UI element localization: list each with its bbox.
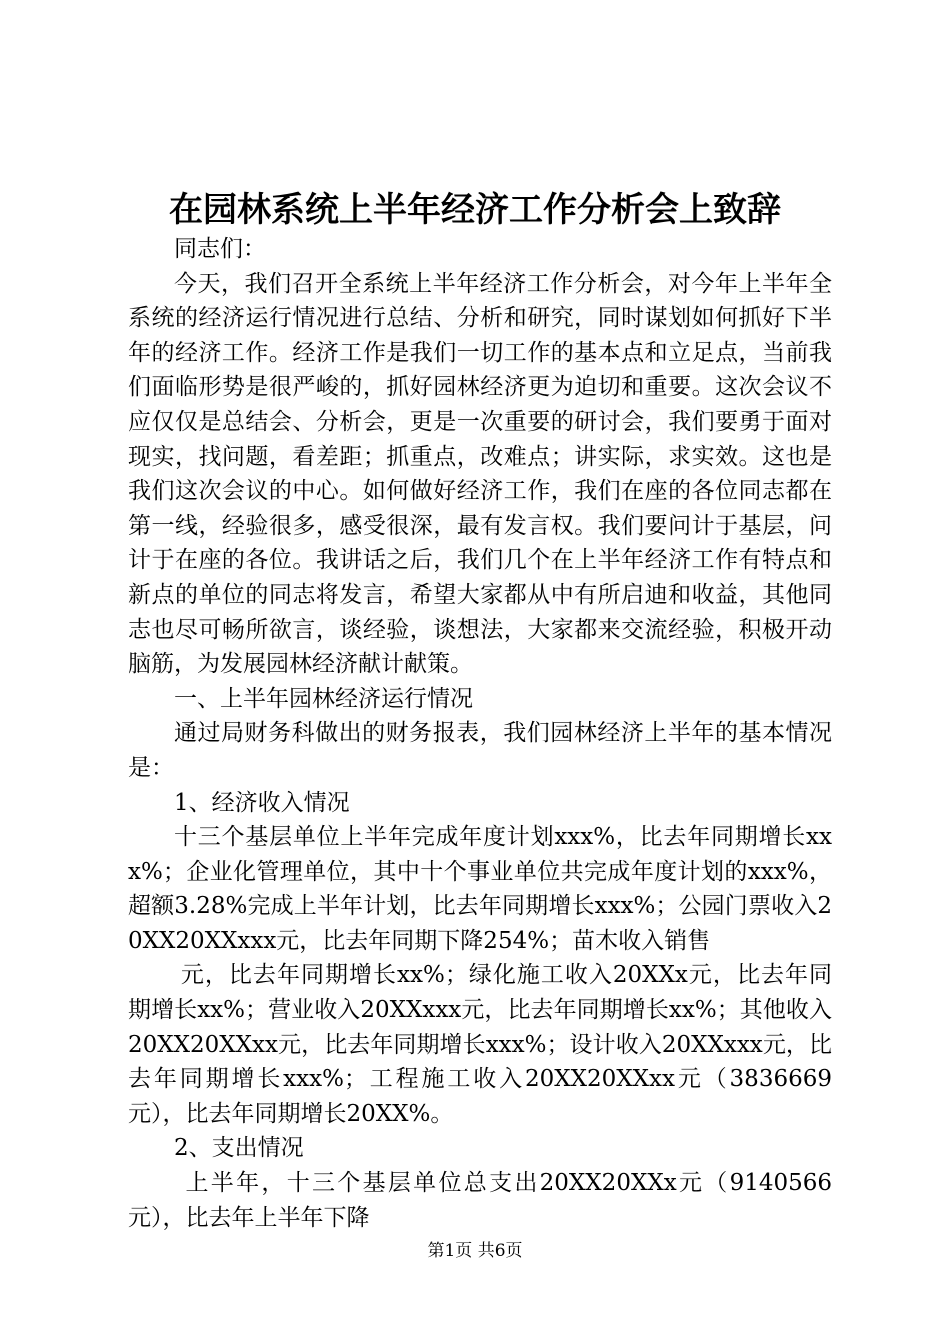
salutation-paragraph: 同志们： [174, 236, 266, 262]
page-number-footer: 第1页 共6页 [427, 1241, 523, 1261]
income-continued-paragraph: 元，比去年同期增长xx%；绿化施工收入20XXx元，比去年同期增长xx%；营业收入20XXxxx元，比去年同期增长xx%；其他收入20XX20XXxx元，比去年同期增长xxx%；设计收入20XXxxx元，比去年同期增长xxx%；工程施工收入20XX20XXxx元（3836669元），比去年同期增长20XX%。 [128, 962, 832, 1127]
subheading-expenditure: 2、支出情况 [174, 1135, 304, 1162]
overview-paragraph: 通过局财务科做出的财务报表，我们园林经济上半年的基本情况是： [128, 720, 832, 781]
section-heading-1: 一、上半年园林经济运行情况 [174, 685, 473, 712]
opening-paragraph: 今天，我们召开全系统上半年经济工作分析会，对今年上半年全系统的经济运行情况进行总结、分析和研究，同时谋划如何抓好下半年的经济工作。经济工作是我们一切工作的基本点和立足点，当前我们面临形势是很严峻的，抓好园林经济更为迫切和重要。这次会议不应仅仅是总结会、分析会，更是一次重要的研讨会，我们要勇于面对现实，找问题，看差距；抓重点，改难点；讲实际，求实效。这也是我们这次会议的中心。如何做好经济工作，我们在座的各位同志都在第一线，经验很多，感受很深，最有发言权。我们要问计于基层，问计于在座的各位。我讲话之后，我们几个在上半年经济工作有特点和新点的单位的同志将发言，希望大家都从中有所启迪和收益，其他同志也尽可畅所欲言，谈经验，谈想法，大家都来交流经验，积极开动脑筋，为发展园林经济献计献策。 [128, 270, 832, 678]
document-body [128, 232, 832, 1235]
document-title: 在园林系统上半年经济工作分析会上致辞 [169, 190, 781, 230]
expenditure-paragraph: 上半年，十三个基层单位总支出20XX20XXx元（9140566元），比去年上半年下降 [128, 1170, 832, 1231]
income-paragraph: 十三个基层单位上半年完成年度计划xxx%，比去年同期增长xxx%；企业化管理单位，其中十个事业单位共完成年度计划的xxx%，超额3.28%完成上半年计划，比去年同期增长xxx%；公园门票收入20XX20XXxxx元，比去年同期下降254%；苗木收入销售 [128, 824, 832, 954]
subheading-income: 1、经济收入情况 [174, 789, 350, 816]
